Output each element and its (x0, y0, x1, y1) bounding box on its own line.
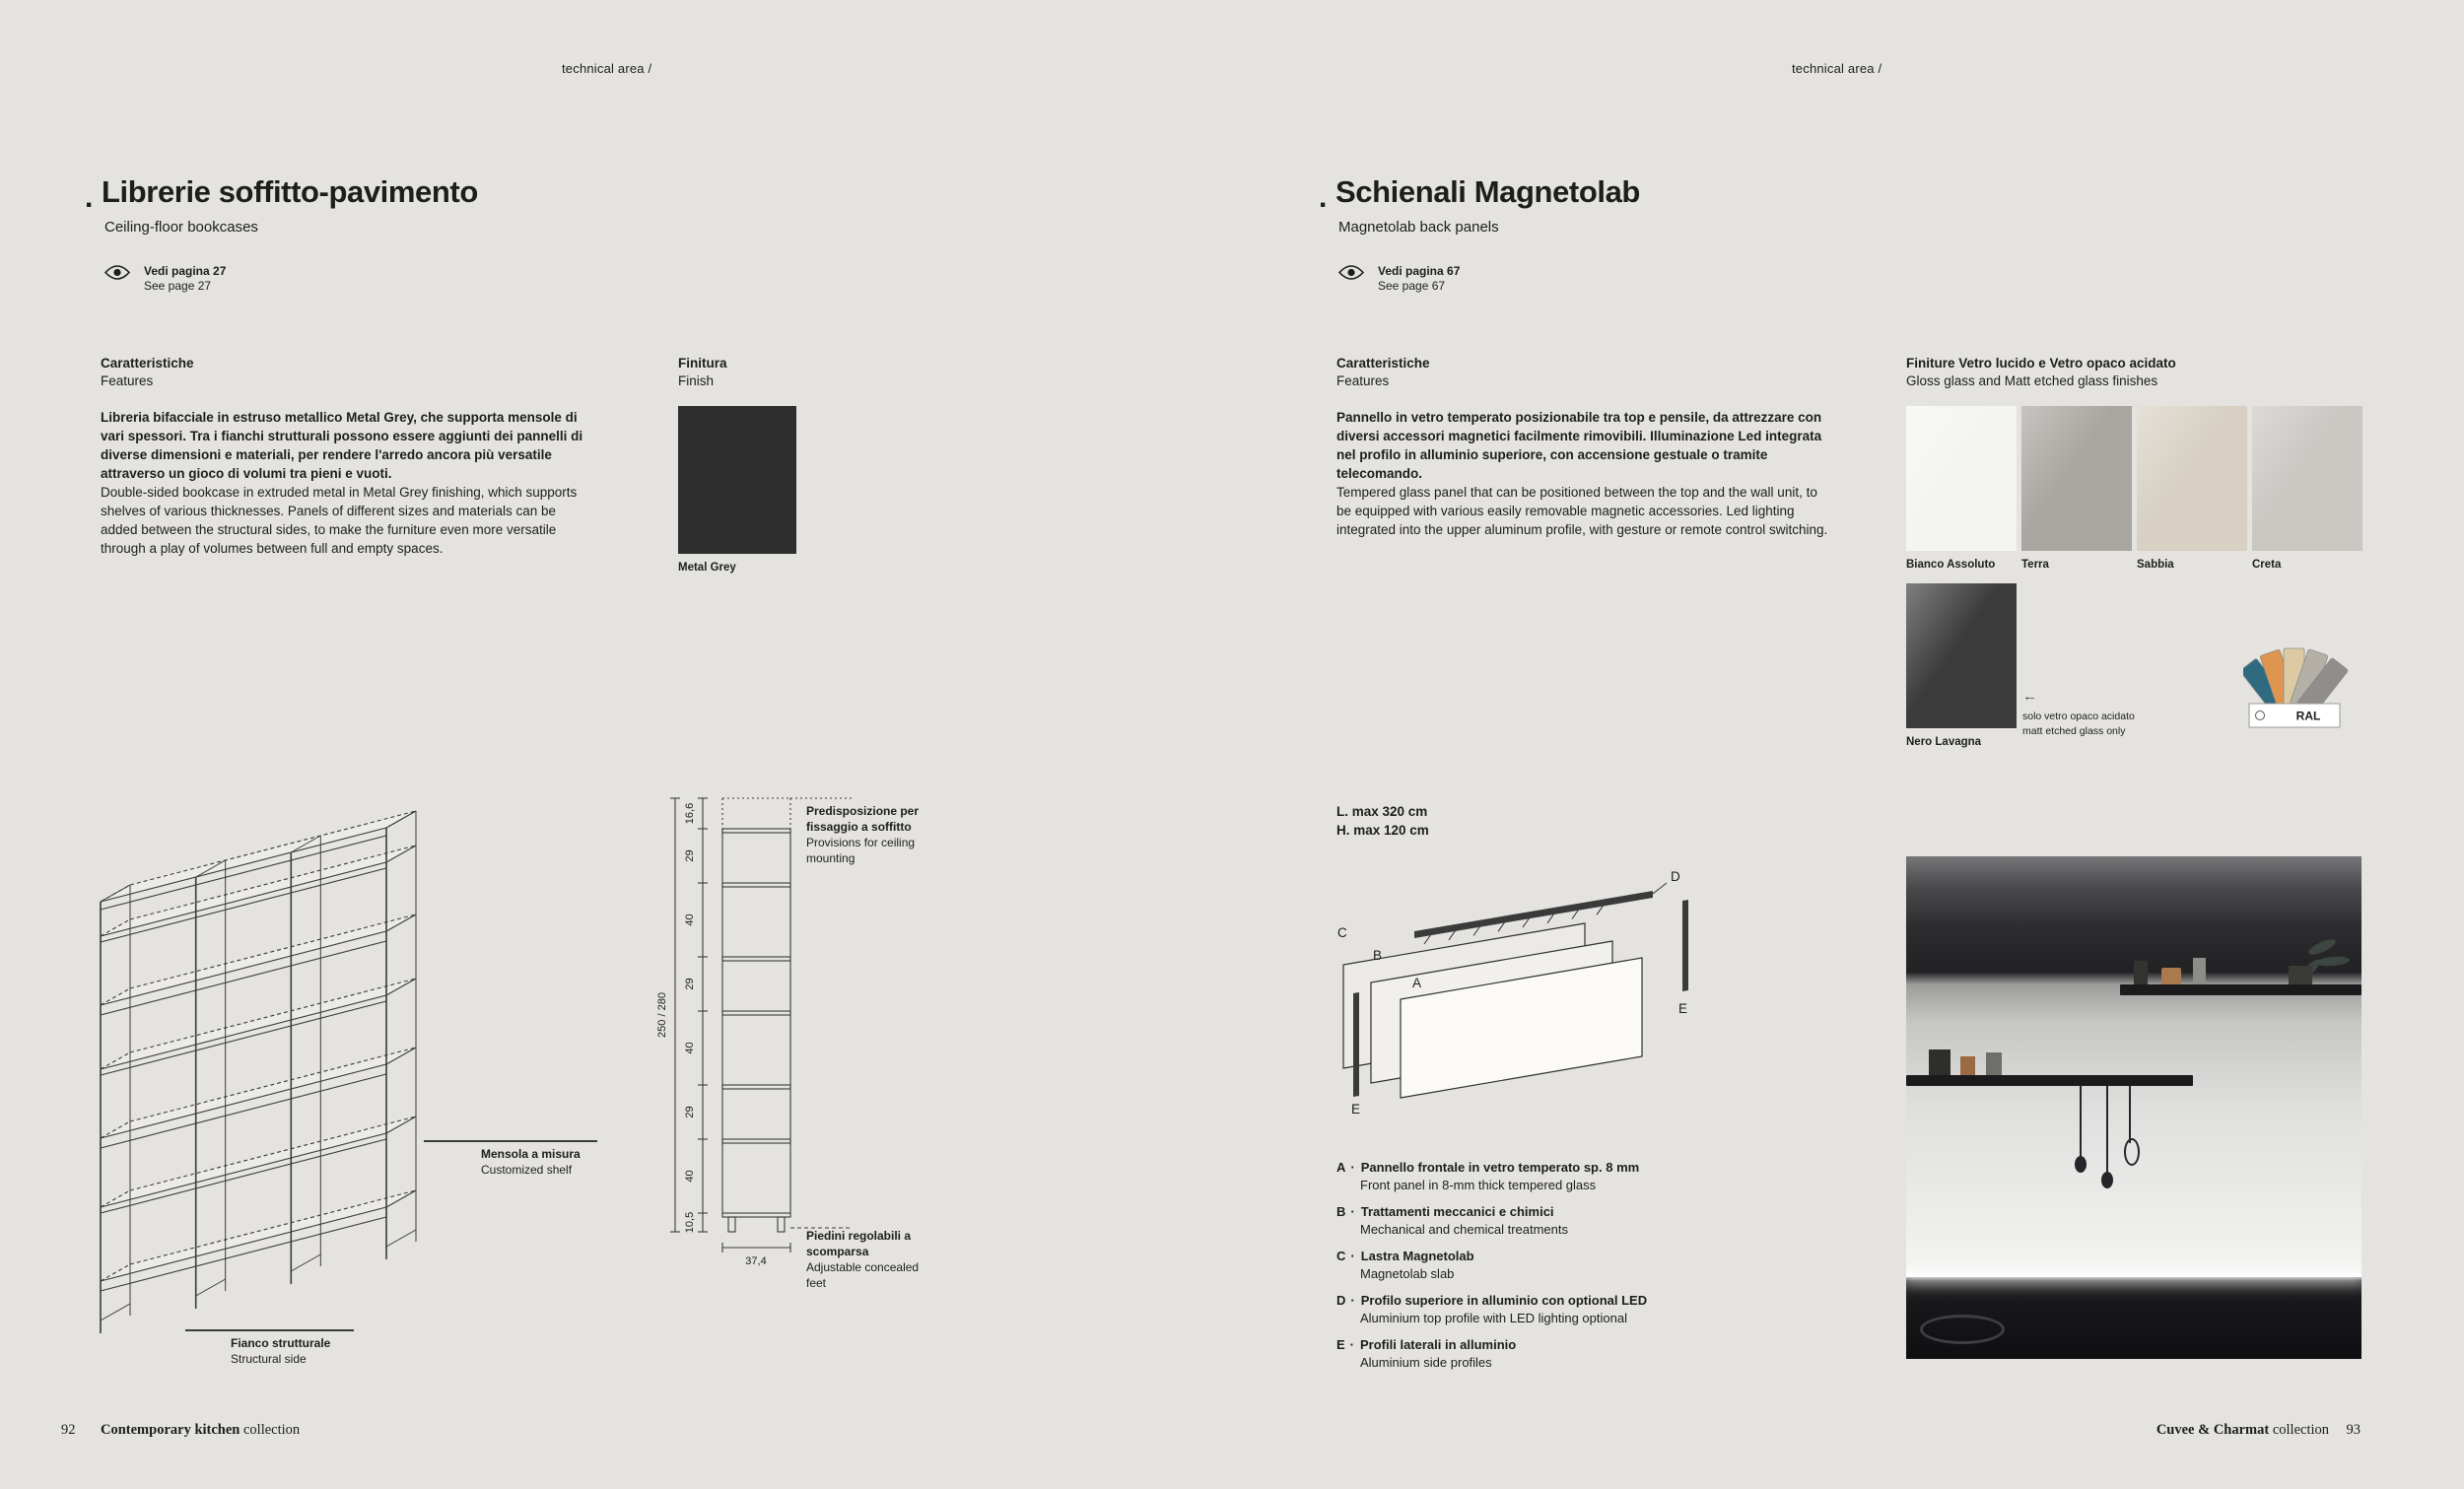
hanging-whisk (2129, 1086, 2131, 1143)
feet-callout-en: Adjustable concealed feet (806, 1260, 920, 1290)
right-title-bullet: . (1319, 181, 1328, 214)
feet-callout-it: Piedini regolabili a scomparsa (806, 1229, 912, 1258)
features-heading-it: Caratteristiche (101, 356, 194, 371)
side-profile-right (1682, 900, 1688, 991)
label-e-right: E (1678, 1001, 1688, 1016)
cooktop-burner (1920, 1315, 2005, 1344)
legend-text-en: Mechanical and chemical treatments (1360, 1221, 1568, 1237)
ral-label-box (2249, 704, 2340, 727)
panel-exploded-diagram (1326, 840, 1749, 1140)
plant-leaf (2306, 936, 2337, 958)
legend-text-it: Pannello frontale in vetro temperato sp. 8 mm (1360, 1160, 1640, 1175)
left-technical-area-label: technical area / (562, 61, 652, 76)
label-d: D (1671, 869, 1680, 884)
legend-text-it: Lastra Magnetolab (1360, 1249, 1474, 1263)
swatch-bianco-assoluto (1906, 406, 2017, 571)
label-b: B (1373, 948, 1383, 963)
max-dimensions (1336, 802, 1429, 840)
glass-finishes-heading-it: Finiture Vetro lucido e Vetro opaco acidato (1906, 356, 2176, 371)
legend-item-c (1336, 1248, 1760, 1282)
max-height: H. max 120 cm (1336, 823, 1429, 838)
hanging-ladle (2106, 1086, 2108, 1173)
ral-color-fan (2243, 633, 2352, 733)
features-body-it: Libreria bifacciale in estruso metallico Metal Grey, che supporta mensole di vari spessori. Tra i fianchi strutturali possono essere aggiunti dei pannelli di diverse dimensioni e materiali, per rendere l'arredo ancora più versatile attraverso un gioco di volumi tra pieni e vuoti. (101, 410, 583, 481)
label-a: A (1412, 976, 1422, 990)
right-collection-brand: Cuvee & Charmat (2156, 1422, 2270, 1438)
legend-item-d (1336, 1292, 1760, 1326)
led-top-profile (1414, 891, 1653, 938)
swatch-sabbia (2137, 406, 2247, 571)
shelf-object (2161, 968, 2181, 984)
finish-heading (678, 355, 727, 390)
dim-seg-1: 29 (684, 849, 696, 862)
legend-item-e (1336, 1336, 1760, 1371)
label-e-left: E (1351, 1102, 1361, 1117)
panel-layers (1343, 923, 1642, 1098)
ceiling-mount-callout (806, 803, 964, 866)
right-collection-label (2156, 1422, 2329, 1439)
dim-seg-7: 10,5 (684, 1211, 696, 1234)
dim-seg-2: 40 (684, 914, 696, 926)
dim-seg-6: 40 (684, 1170, 696, 1183)
eye-icon (1338, 264, 1364, 286)
ceiling-callout-en: Provisions for ceiling mounting (806, 836, 916, 865)
glass-finishes-heading (1906, 355, 2176, 390)
legend-key: B (1336, 1204, 1346, 1219)
left-page-subtitle: Ceiling-floor bookcases (104, 219, 258, 236)
swatch-label: Creta (2252, 559, 2282, 571)
ral-label: RAL (2295, 709, 2321, 723)
left-arrow-icon: ← (2022, 688, 2037, 705)
legend-sep: · (1350, 1293, 1355, 1308)
side-callout-it: Fianco strutturale (231, 1336, 331, 1350)
wall-shelf-left (1906, 1075, 2193, 1086)
bookcase-isometric-drawing (69, 780, 463, 1382)
d-leader-line (1653, 883, 1667, 894)
eye-icon (104, 264, 130, 286)
metal-grey-swatch (678, 406, 796, 574)
ladder-dimensions (656, 803, 767, 1267)
swatch-chip (2021, 406, 2132, 551)
legend-text-it: Profilo superiore in alluminio con optional LED (1360, 1293, 1648, 1308)
etched-only-note (2022, 710, 2135, 739)
shelf-object (2134, 961, 2148, 984)
shelf-object (2289, 966, 2312, 984)
dim-seg-5: 29 (684, 1106, 696, 1118)
legend-text-it: Profili laterali in alluminio (1360, 1337, 1517, 1352)
right-see-page (1338, 264, 1460, 294)
side-callout (231, 1335, 330, 1367)
left-collection-label (101, 1422, 300, 1439)
features-body-en: Tempered glass panel that can be positioned between the top and the wall unit, to be equipped with various easily removable magnetic accessories. Led lighting integrated into the upper aluminum profile, with gesture or remote control switching. (1336, 485, 1828, 537)
see-page-it: Vedi pagina 27 (144, 264, 227, 278)
swatch-label: Sabbia (2137, 559, 2174, 571)
side-profile-left (1353, 992, 1359, 1097)
hanging-spoon (2080, 1086, 2082, 1157)
etched-only-note-it: solo vetro opaco acidato (2022, 711, 2135, 722)
shelf-object (1929, 1049, 1951, 1075)
finish-heading-it: Finitura (678, 356, 727, 371)
diagram-legend (1336, 1159, 1760, 1381)
legend-key: D (1336, 1293, 1346, 1308)
shelf-object (1960, 1056, 1975, 1075)
left-features-body (101, 408, 593, 558)
right-page-subtitle: Magnetolab back panels (1338, 219, 1499, 236)
label-c: C (1337, 925, 1347, 940)
shelf-callout (481, 1146, 581, 1178)
features-heading-en: Features (1336, 373, 1390, 388)
side-callout-en: Structural side (231, 1352, 307, 1366)
right-technical-area-label: technical area / (1792, 61, 1882, 76)
legend-text-en: Magnetolab slab (1360, 1265, 1455, 1281)
right-features-heading (1336, 355, 1430, 390)
see-page-en: See page 27 (144, 279, 212, 293)
dim-seg-0: 16,6 (684, 802, 696, 825)
max-length: L. max 320 cm (1336, 804, 1428, 819)
swatch-terra (2021, 406, 2132, 571)
dim-seg-3: 29 (684, 978, 696, 990)
shelf-callout-it: Mensola a misura (481, 1147, 581, 1161)
left-page-title: Librerie soffitto-pavimento (102, 174, 478, 209)
legend-text-en: Front panel in 8-mm thick tempered glass (1360, 1177, 1597, 1192)
legend-text-en: Aluminium side profiles (1360, 1354, 1492, 1370)
feet-callout (806, 1228, 934, 1291)
glass-finishes-heading-en: Gloss glass and Matt etched glass finishes (1906, 373, 2158, 388)
shelf-leader-line (424, 1140, 597, 1142)
swatch-chip (2137, 406, 2247, 551)
swatch-label: Nero Lavagna (1906, 736, 1982, 748)
glass-swatch-row (1906, 406, 2362, 571)
features-heading-en: Features (101, 373, 154, 388)
lifestyle-photo (1906, 856, 2361, 1359)
right-collection-suffix: collection (2272, 1422, 2329, 1438)
legend-key: A (1336, 1160, 1346, 1175)
led-light-strip (1906, 1273, 2361, 1277)
features-body-it: Pannello in vetro temperato posizionabile tra top e pensile, da attrezzare con diversi accessori magnetici facilmente rimovibili. Illuminazione Led integrata nel profilo in alluminio superiore, con accensione gestuale o tramite telecomando. (1336, 410, 1822, 481)
bookcase-shelves (101, 811, 416, 1291)
swatch-label: Bianco Assoluto (1906, 559, 1996, 571)
right-page-number: 93 (2346, 1422, 2361, 1438)
swatch-chip (1906, 406, 2017, 551)
see-page-en: See page 67 (1378, 279, 1446, 293)
ceiling-callout-it: Predisposizione per fissaggio a soffitto (806, 804, 920, 834)
left-page-number: 92 (61, 1422, 76, 1438)
swatch-nero-lavagna (1906, 583, 2017, 748)
right-page-title: Schienali Magnetolab (1335, 174, 1640, 209)
left-collection-brand: Contemporary kitchen (101, 1422, 240, 1438)
dim-seg-4: 40 (684, 1042, 696, 1054)
left-see-page (104, 264, 226, 294)
shelf-object (1986, 1052, 2002, 1075)
left-collection-suffix: collection (243, 1422, 301, 1438)
legend-sep: · (1350, 1160, 1355, 1175)
swatch-creta (2252, 406, 2362, 571)
legend-sep: · (1350, 1249, 1355, 1263)
left-features-heading (101, 355, 194, 390)
legend-sep: · (1350, 1204, 1355, 1219)
legend-key: E (1336, 1337, 1345, 1352)
metal-grey-label: Metal Grey (678, 562, 736, 574)
swatch-chip (2252, 406, 2362, 551)
features-body-en: Double-sided bookcase in extruded metal in Metal Grey finishing, which supports shelves of various thicknesses. Panels of different sizes and materials can be added between the structural sides, to make the furniture even more versatile through a play of volumes between full and empty spaces. (101, 485, 578, 556)
finish-heading-en: Finish (678, 373, 715, 388)
features-heading-it: Caratteristiche (1336, 356, 1430, 371)
legend-item-b (1336, 1203, 1760, 1238)
legend-text-it: Trattamenti meccanici e chimici (1360, 1204, 1554, 1219)
left-title-bullet: . (85, 181, 94, 214)
shelf-object (2193, 958, 2206, 984)
swatch-label: Terra (2021, 559, 2049, 571)
legend-sep: · (1349, 1337, 1355, 1352)
dim-overall-height: 250 / 280 (656, 992, 668, 1038)
shelf-callout-en: Customized shelf (481, 1163, 573, 1177)
swatch-chip (1906, 583, 2017, 728)
right-features-body (1336, 408, 1834, 539)
legend-text-en: Aluminium top profile with LED lighting optional (1360, 1310, 1627, 1325)
side-leader-line (185, 1329, 354, 1331)
legend-key: C (1336, 1249, 1346, 1263)
wall-shelf-right (2120, 984, 2361, 995)
ladder-lines (670, 798, 853, 1252)
dim-width: 37,4 (745, 1255, 767, 1267)
metal-grey-chip (678, 406, 796, 554)
see-page-it: Vedi pagina 67 (1378, 264, 1461, 278)
etched-only-note-en: matt etched glass only (2022, 725, 2126, 737)
plant-leaf (2315, 956, 2350, 968)
legend-item-a (1336, 1159, 1760, 1193)
